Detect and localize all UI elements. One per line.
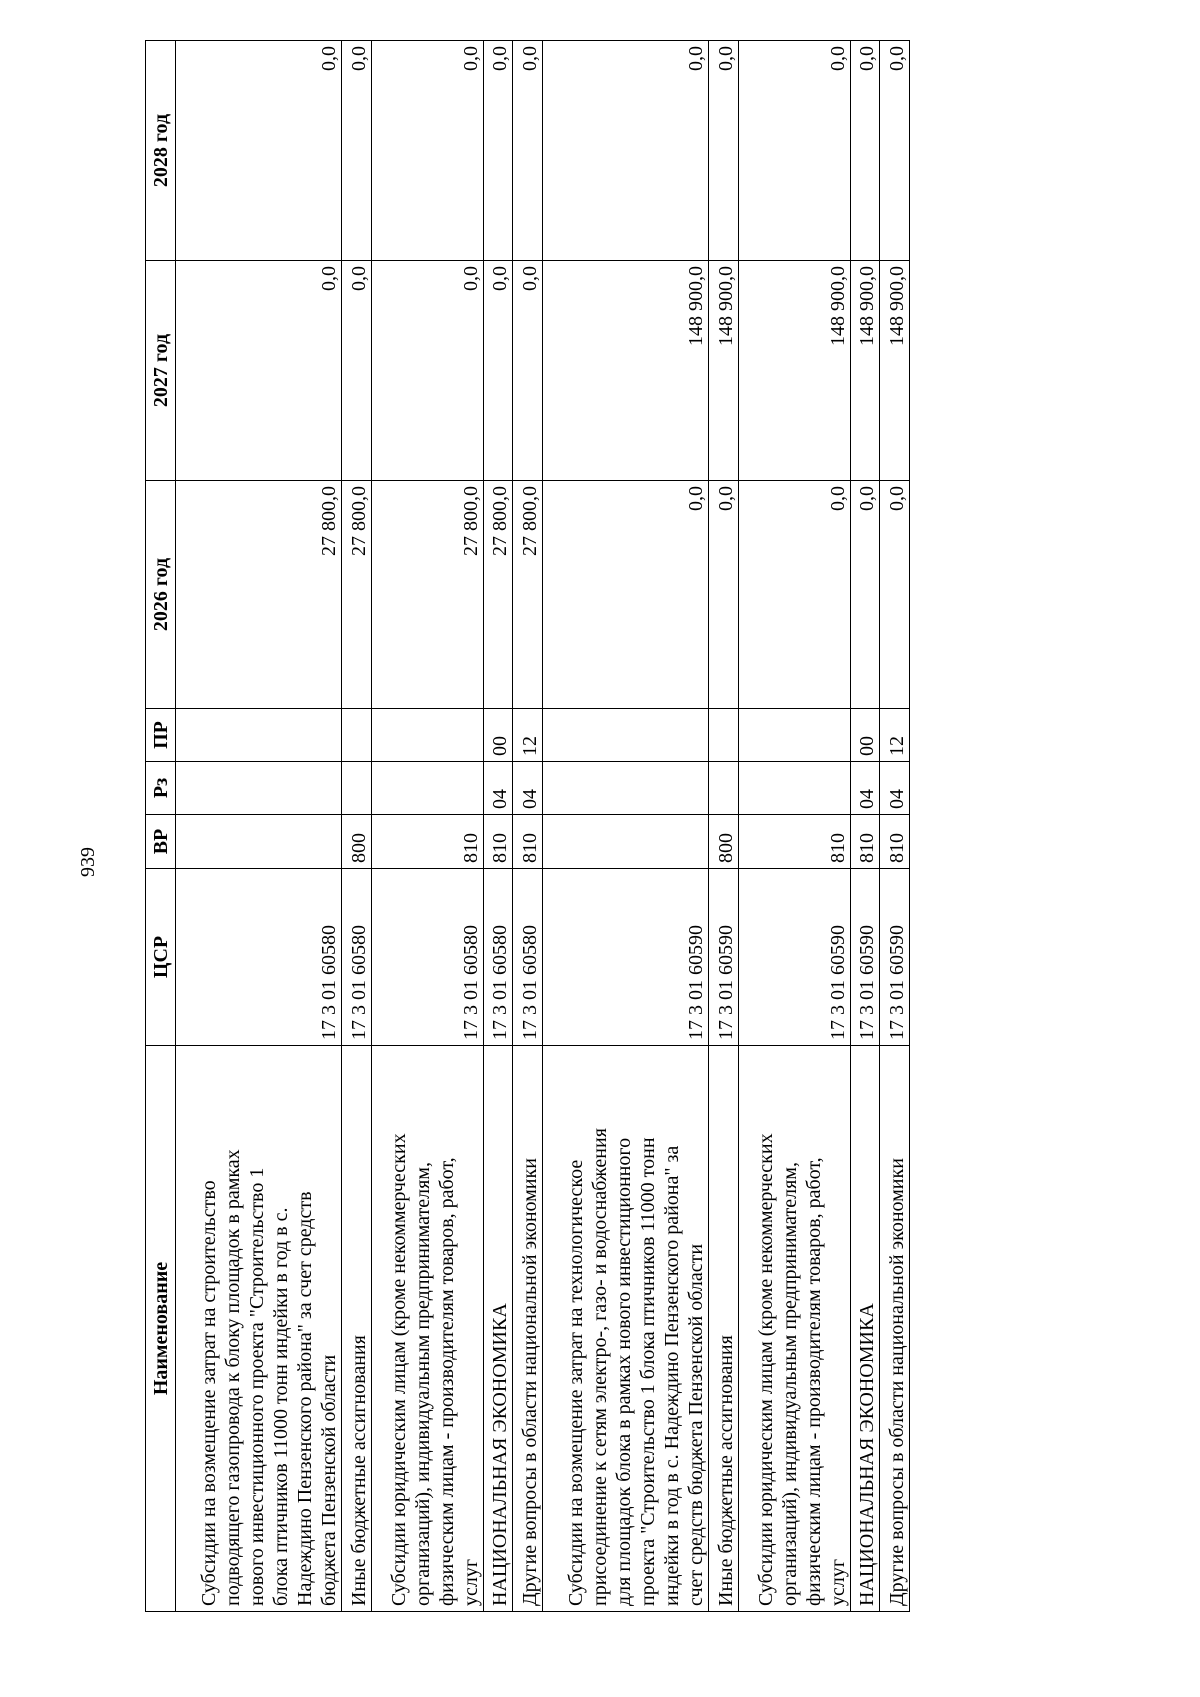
row-2026: 0,0 xyxy=(850,481,880,709)
row-name xyxy=(709,1046,739,1612)
table-row xyxy=(342,41,372,1612)
header-vr: ВР xyxy=(146,815,176,869)
row-vr: 810 xyxy=(850,815,880,869)
header-2028: 2028 год xyxy=(146,41,176,261)
table-row xyxy=(483,41,513,1612)
row-2028: 0,0 xyxy=(372,41,484,261)
row-name-line: проекта "Строительство 1 блока птичников 11000 тонн xyxy=(637,1137,660,1606)
row-name xyxy=(513,1046,543,1612)
row-pr xyxy=(542,709,708,762)
row-name-line: бюджета Пензенской области xyxy=(318,1354,341,1606)
row-name xyxy=(880,1046,910,1612)
row-vr xyxy=(542,815,708,869)
row-csr: 17 3 01 60580 xyxy=(372,869,484,1046)
row-name-line: подводящего газопровода к блоку площадок в рамках xyxy=(222,1149,245,1606)
row-2028: 0,0 xyxy=(513,41,543,261)
table-row xyxy=(176,41,342,1612)
row-2028: 0,0 xyxy=(738,41,850,261)
header-2027: 2027 год xyxy=(146,261,176,481)
row-2027: 0,0 xyxy=(372,261,484,481)
row-2027: 148 900,0 xyxy=(850,261,880,481)
header-pr: ПР xyxy=(146,709,176,762)
row-csr: 17 3 01 60580 xyxy=(342,869,372,1046)
row-pr: 12 xyxy=(880,709,910,762)
budget-table xyxy=(145,40,910,1612)
row-pr xyxy=(738,709,850,762)
table-row xyxy=(880,41,910,1612)
row-name-line: присоединение к сетям электро-, газо- и водоснабжения xyxy=(589,1128,612,1606)
row-2028: 0,0 xyxy=(709,41,739,261)
row-vr: 810 xyxy=(483,815,513,869)
row-2027: 0,0 xyxy=(342,261,372,481)
row-name xyxy=(850,1046,880,1612)
row-csr: 17 3 01 60580 xyxy=(483,869,513,1046)
row-name-line: нового инвестиционного проекта "Строительство 1 xyxy=(246,1167,269,1606)
row-rz: 04 xyxy=(880,762,910,815)
row-name-line: Иные бюджетные ассигнования xyxy=(348,1335,371,1606)
row-2027: 148 900,0 xyxy=(709,261,739,481)
row-rz xyxy=(176,762,342,815)
row-name-line: Субсидии на возмещение затрат на строительство xyxy=(198,1180,221,1606)
row-pr xyxy=(709,709,739,762)
row-name-line: организаций), индивидуальным предпринимателям, xyxy=(778,1162,801,1606)
table-row xyxy=(372,41,484,1612)
row-name xyxy=(372,1046,484,1612)
row-rz: 04 xyxy=(850,762,880,815)
row-2026: 27 800,0 xyxy=(342,481,372,709)
row-name xyxy=(342,1046,372,1612)
row-pr xyxy=(342,709,372,762)
row-2026: 27 800,0 xyxy=(176,481,342,709)
row-2026: 0,0 xyxy=(709,481,739,709)
row-2027: 148 900,0 xyxy=(880,261,910,481)
row-2026: 27 800,0 xyxy=(483,481,513,709)
header-name: Наименование xyxy=(146,1046,176,1612)
row-rz xyxy=(372,762,484,815)
row-rz: 04 xyxy=(513,762,543,815)
row-name-line: Субсидии юридическим лицам (кроме некоммерческих xyxy=(754,1133,777,1606)
row-2026: 0,0 xyxy=(542,481,708,709)
row-rz xyxy=(738,762,850,815)
row-2028: 0,0 xyxy=(342,41,372,261)
row-2027: 0,0 xyxy=(513,261,543,481)
row-vr: 810 xyxy=(738,815,850,869)
row-2028: 0,0 xyxy=(176,41,342,261)
row-vr: 800 xyxy=(709,815,739,869)
row-vr: 810 xyxy=(880,815,910,869)
row-name-line: физическим лицам - производителям товаров, работ, xyxy=(435,1157,458,1606)
header-csr: ЦСР xyxy=(146,869,176,1046)
row-2027: 148 900,0 xyxy=(738,261,850,481)
row-rz: 04 xyxy=(483,762,513,815)
row-name-line: НАЦИОНАЛЬНАЯ ЭКОНОМИКА xyxy=(856,1303,879,1606)
row-2027: 0,0 xyxy=(176,261,342,481)
row-vr: 810 xyxy=(513,815,543,869)
table-row xyxy=(513,41,543,1612)
row-pr: 00 xyxy=(483,709,513,762)
row-name-line: индейки в год в с. Надеждино Пензенского района" за xyxy=(661,1145,684,1606)
row-2026: 0,0 xyxy=(738,481,850,709)
table-row xyxy=(738,41,850,1612)
row-name-line: НАЦИОНАЛЬНАЯ ЭКОНОМИКА xyxy=(489,1303,512,1606)
row-csr: 17 3 01 60590 xyxy=(542,869,708,1046)
table-row xyxy=(542,41,708,1612)
row-pr: 12 xyxy=(513,709,543,762)
row-name-line: Другие вопросы в области национальной экономики xyxy=(518,1158,541,1606)
row-name-line: для площадок блока в рамках нового инвестиционного xyxy=(613,1137,636,1606)
row-name-line: Другие вопросы в области национальной экономики xyxy=(886,1158,908,1606)
row-csr: 17 3 01 60590 xyxy=(709,869,739,1046)
row-2026: 27 800,0 xyxy=(372,481,484,709)
row-name-line: Иные бюджетные ассигнования xyxy=(714,1335,737,1606)
row-pr xyxy=(176,709,342,762)
row-name-line: Надеждино Пензенского района" за счет средств xyxy=(294,1191,317,1606)
row-rz xyxy=(542,762,708,815)
row-name xyxy=(483,1046,513,1612)
row-name-line: блока птичников 11000 тонн индейки в год в с. xyxy=(270,1207,293,1606)
row-name-line: физическим лицам - производителям товаров, работ, xyxy=(802,1157,825,1606)
rotated-table-wrapper xyxy=(145,41,910,1612)
header-rz: Рз xyxy=(146,762,176,815)
table-body xyxy=(176,41,910,1612)
row-pr: 00 xyxy=(850,709,880,762)
row-vr: 800 xyxy=(342,815,372,869)
row-2026: 0,0 xyxy=(880,481,910,709)
row-csr: 17 3 01 60590 xyxy=(738,869,850,1046)
row-2028: 0,0 xyxy=(850,41,880,261)
row-2027: 0,0 xyxy=(483,261,513,481)
row-name xyxy=(738,1046,850,1612)
row-csr: 17 3 01 60580 xyxy=(176,869,342,1046)
table-row xyxy=(850,41,880,1612)
row-name-line: Субсидии на возмещение затрат на технологическое xyxy=(565,1159,588,1606)
row-name-line: организаций), индивидуальным предпринимателям, xyxy=(411,1162,434,1606)
table-header-row xyxy=(146,41,176,1612)
row-name-line: счет средств бюджета Пензенской области xyxy=(685,1243,708,1606)
row-name xyxy=(542,1046,708,1612)
row-csr: 17 3 01 60590 xyxy=(850,869,880,1046)
row-vr xyxy=(176,815,342,869)
row-name-line: услуг xyxy=(826,1558,849,1606)
row-pr xyxy=(372,709,484,762)
row-name-line: Субсидии юридическим лицам (кроме некоммерческих xyxy=(387,1133,410,1606)
row-rz xyxy=(342,762,372,815)
row-name-line: услуг xyxy=(459,1558,482,1606)
row-name xyxy=(176,1046,342,1612)
row-2026: 27 800,0 xyxy=(513,481,543,709)
row-2028: 0,0 xyxy=(483,41,513,261)
row-csr: 17 3 01 60590 xyxy=(880,869,910,1046)
row-2027: 148 900,0 xyxy=(542,261,708,481)
page-number: 939 xyxy=(76,847,99,877)
row-2028: 0,0 xyxy=(880,41,910,261)
table-row xyxy=(709,41,739,1612)
row-csr: 17 3 01 60580 xyxy=(513,869,543,1046)
row-vr: 810 xyxy=(372,815,484,869)
header-2026: 2026 год xyxy=(146,481,176,709)
row-rz xyxy=(709,762,739,815)
row-2028: 0,0 xyxy=(542,41,708,261)
